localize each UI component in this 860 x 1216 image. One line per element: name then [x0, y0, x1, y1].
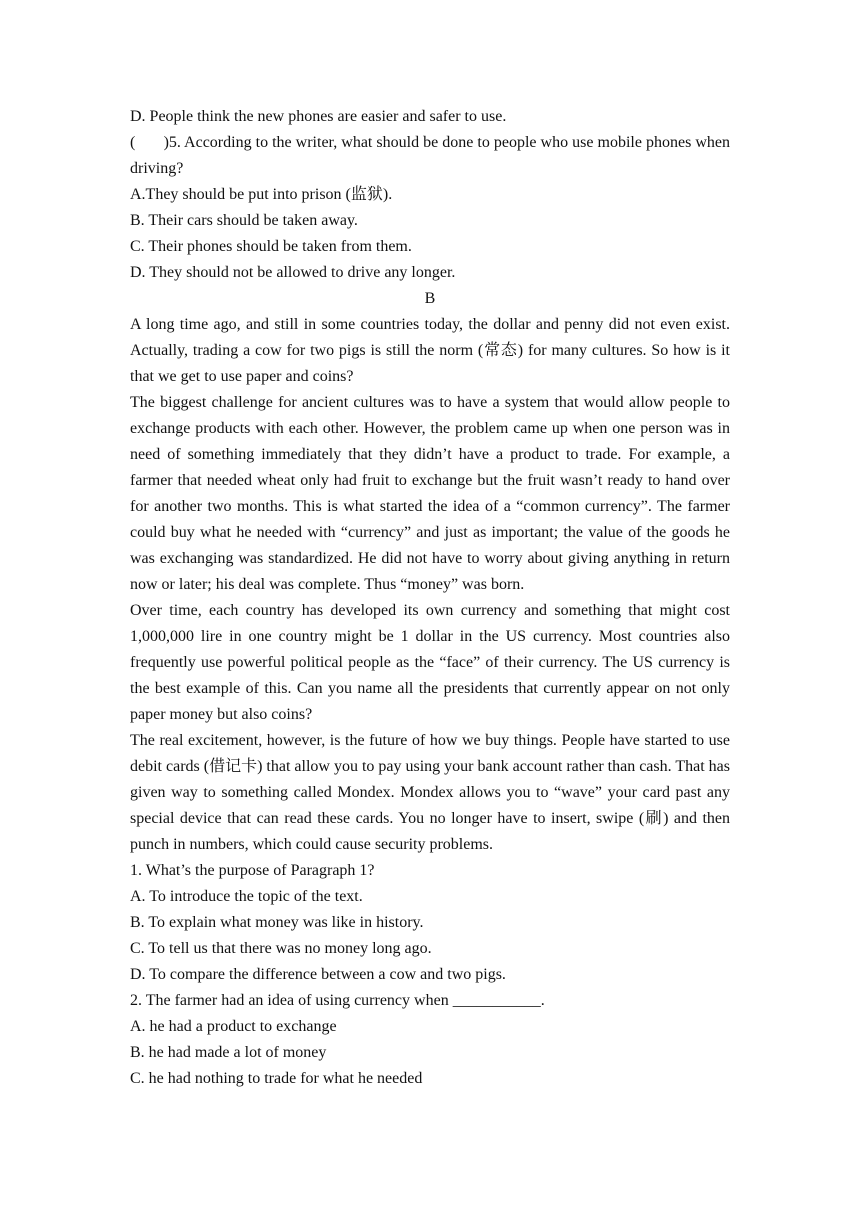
section-b-heading: B: [424, 290, 436, 307]
question-1-option-c: C. To tell us that there was no money long ago.: [130, 940, 432, 957]
question-2-option-c: C. he had nothing to trade for what he needed: [130, 1070, 423, 1087]
passage-paragraph-4: The real excitement, however, is the future of how we buy things. People have started to use debit cards (借记卡) that allow you to pay using your bank account rather than cash. That has given way to something called Mondex. Mondex allows you to “wave” your card past any special device that can read these cards. You no longer have to insert, swipe (刷) and then punch in numbers, which could cause security problems.: [130, 732, 730, 853]
question-2-option-a: A. he had a product to exchange: [130, 1018, 337, 1035]
passage-paragraph-2: The biggest challenge for ancient cultures was to have a system that would allow people to exchange products with each other. However, the problem came up when one person was in need of something immediately that they didn’t have a product to trade. For example, a farmer that needed wheat only had fruit to exchange but the fruit wasn’t ready to hand over for another two months. This is what started the idea of a “common currency”. The farmer could buy what he needed with “currency” and just as important; the value of the goods he was exchanging was standardized. He did not have to worry about giving anything in return now or later; his deal was complete. Thus “money” was born.: [130, 394, 730, 593]
question-5-option-b: B. Their cars should be taken away.: [130, 212, 358, 229]
question-1-option-d: D. To compare the difference between a cow and two pigs.: [130, 966, 506, 983]
question-1-option-a: A. To introduce the topic of the text.: [130, 888, 363, 905]
question-5-option-d: D. They should not be allowed to drive any longer.: [130, 264, 456, 281]
question-5-option-c: C. Their phones should be taken from them.: [130, 238, 412, 255]
passage-paragraph-1: A long time ago, and still in some countries today, the dollar and penny did not even exist. Actually, trading a cow for two pigs is still the norm (常态) for many cultures. So how is it that we get to use paper and coins?: [130, 316, 730, 385]
prev-question-option-d: D. People think the new phones are easier and safer to use.: [130, 108, 507, 125]
question-1-option-b: B. To explain what money was like in history.: [130, 914, 424, 931]
question-2-stem: 2. The farmer had an idea of using currency when ___________.: [130, 992, 545, 1009]
question-5-stem: ( )5. According to the writer, what should be done to people who use mobile phones when driving?: [130, 134, 730, 177]
question-2-option-b: B. he had made a lot of money: [130, 1044, 327, 1061]
document-page: [130, 104, 730, 1092]
question-1-stem: 1. What’s the purpose of Paragraph 1?: [130, 862, 375, 879]
question-5-option-a: A.They should be put into prison (监狱).: [130, 186, 393, 203]
passage-paragraph-3: Over time, each country has developed its own currency and something that might cost 1,000,000 lire in one country might be 1 dollar in the US currency. Most countries also frequently use powerful political people as the “face” of their currency. The US currency is the best example of this. Can you name all the presidents that currently appear on not only paper money but also coins?: [130, 602, 730, 723]
